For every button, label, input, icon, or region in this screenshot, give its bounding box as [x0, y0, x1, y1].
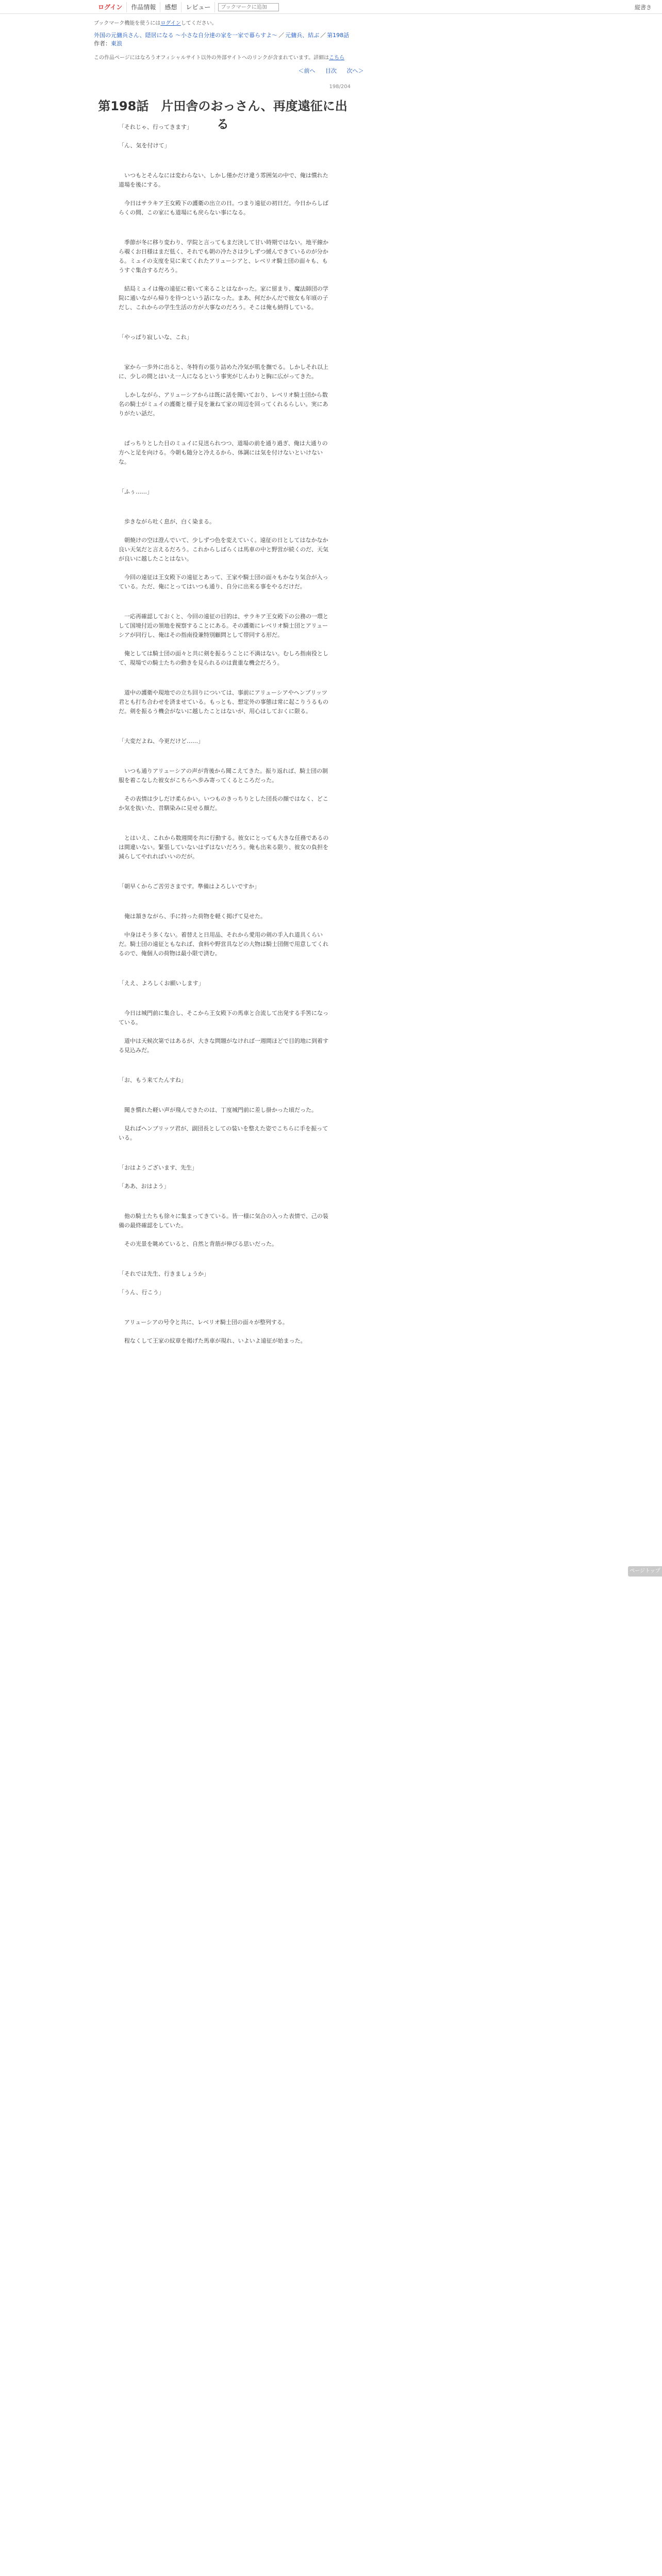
paragraph-gap: [119, 871, 330, 882]
paragraph-gap: [119, 755, 330, 767]
login-link[interactable]: ログイン: [94, 2, 127, 12]
chapter-number: 198/204: [329, 84, 351, 90]
paragraph-gap: [119, 822, 330, 834]
bookmark-notice-suffix: してください。: [180, 21, 217, 26]
body-paragraph: 今回の遠征は王女殿下の遠征とあって、王家や騎士団の面々もかなり気合が入っている。ただ、俺にとってはいつも通り、自分に出来る事をやるだけだ。: [119, 574, 328, 590]
body-paragraph: しかしながら、アリューシアからは既に話を聞いており、レベリオ騎士団から数名の騎士がミュイの護衛と様子見を兼ねて家の周辺を回ってくれるらしい。実にありがたい話だ。: [119, 392, 328, 417]
body-paragraph: ぱっちりとした目のミュイに見送られつつ、道場の前を通り過ぎ、俺は大通りの方へと足を向ける。今朝も随分と冷えるから、体調には気を付けないといけないな。: [119, 440, 328, 465]
body-paragraph: 「それじゃ、行ってきます」: [119, 124, 192, 130]
body-paragraph: とはいえ、これから数週間を共に行動する。彼女にとっても大きな任務であるのは間違いない。緊張していないはずはないだろう。俺も出来る限り、彼女の負担を減らしてやれればいいのだが。: [119, 835, 329, 860]
breadcrumb-sep: ／: [278, 32, 285, 39]
page-top-button[interactable]: ページトップへ: [628, 1566, 662, 1577]
nav-item-info[interactable]: 作品情報: [127, 2, 160, 12]
paragraph-gap: [119, 725, 330, 737]
body-paragraph: 程なくして王家の紋章を掲げた馬車が現れ、いよいよ遠征が始まった。: [119, 1337, 306, 1344]
body-paragraph: 「やっぱり寂しいな、これ」: [119, 334, 192, 341]
body-paragraph: 家から一歩外に出ると、冬特有の張り詰めた冷気が肌を撫でる。しかしそれ以上に、少しの間とはいえ一人になるという事実がじんわりと胸に広がってきた。: [119, 364, 328, 380]
body-paragraph: 中身はそう多くない。着替えと日用品、それから愛用の剣の手入れ道具くらいだ。騎士団の遠征ともなれば、食料や野営具などの大物は騎士団側で用意してくれるので、俺個人の荷物は最小限で済む。: [119, 931, 328, 957]
toc-link[interactable]: 目次: [325, 67, 337, 74]
paragraph-gap: [119, 1200, 330, 1212]
body-paragraph: 季節が冬に移り変わり、学院と言ってもまだ決して甘い時期ではない。地平線から覗くお日様はまだ低く、それでも朝の冷たさは少しずつ緩んできているのが分かる。ミュイの支度を見に来てくれたアリューシアと、レベリオ騎士団の面々も、もうすぐ集合するだろう。: [119, 239, 328, 274]
nav-item-review[interactable]: レビュー: [181, 2, 215, 12]
body-paragraph: 今日はサラキア王女殿下の護衛の出立の日。つまり遠征の初日だ。今日からしばらくの間、この家にも道場にも戻らない事になる。: [119, 200, 328, 216]
prev-chapter-link[interactable]: ＜前へ: [298, 67, 316, 74]
author-name[interactable]: 東浪: [111, 40, 122, 47]
paragraph-gap: [119, 160, 330, 171]
body-paragraph: 一応再確認しておくと、今回の遠征の目的は、サラキア王女殿下の公務の一環として国境付近の領地を視察することにある。その護衛にレベリオ騎士団とアリューシアが同行し、俺はその指南役兼特別顧問として帯同する形だ。: [119, 613, 328, 638]
external-link-details[interactable]: こちら: [329, 55, 345, 61]
bookmark-login-link[interactable]: ログイン: [160, 21, 181, 26]
body-paragraph: アリューシアの号令と共に、レベリオ騎士団の面々が整列する。: [119, 1319, 288, 1326]
body-paragraph: 「ふぅ……」: [119, 488, 153, 495]
chapter-title: 第198話 片田舎のおっさん、再度遠征に出る: [98, 99, 347, 131]
body-paragraph: いつも通りアリューシアの声が背後から聞こえてきた。振り返れば、騎士団の制服を着こなした彼女がこちらへ歩み寄ってくるところだった。: [119, 768, 328, 784]
chapter-pager-top: [0, 66, 662, 75]
paragraph-gap: [119, 1307, 330, 1318]
paragraph-gap: [119, 677, 330, 688]
paragraph-gap: [119, 601, 330, 612]
body-paragraph: 「大変だよね、今更だけど……」: [119, 738, 204, 744]
body-paragraph: 道中は天候次第ではあるが、大きな問題がなければ一週間ほどで目的地に到着する見込みだ。: [119, 1038, 328, 1054]
nav-items: [94, 2, 279, 12]
novel-body: [119, 123, 330, 1355]
body-paragraph: 歩きながら吐く息が、白く染まる。: [119, 518, 215, 525]
bookmark-input[interactable]: [218, 3, 279, 11]
paragraph-gap: [119, 506, 330, 517]
body-paragraph: 「それでは先生、行きましょうか」: [119, 1270, 209, 1277]
body-paragraph: 「ん、気を付けて」: [119, 142, 170, 149]
body-paragraph: 「お、もう来てたんすね」: [119, 1077, 187, 1083]
breadcrumb-arc[interactable]: 元傭兵、結ぶ: [285, 32, 320, 39]
body-paragraph: その表情は少しだけ柔らかい。いつものきっちりとした団長の顔ではなく、どこか気を抜いた、昔馴染みに見せる顔だ。: [119, 795, 328, 811]
body-paragraph: 他の騎士たちも徐々に集まってきている。皆一様に気合の入った表情で、己の装備の最終確認をしていた。: [119, 1213, 328, 1229]
external-link-notice: [94, 53, 352, 61]
paragraph-gap: [119, 997, 330, 1009]
body-paragraph: その光景を眺めていると、自然と背筋が伸びる思いだった。: [119, 1241, 277, 1247]
body-paragraph: 朝焼けの空は澄んでいて、少しずつ色を変えていく。遠征の日としてはなかなか良い天気だと言えるだろう。これからしばらくは馬車の中と野営が続くのだ、天気が良いに越したことはない。: [119, 537, 328, 562]
body-paragraph: 「うん、行こう」: [119, 1289, 164, 1296]
paragraph-gap: [119, 1094, 330, 1106]
body-paragraph: いつもとそんなには変わらない、しかし僅かだけ違う雰囲気の中で、俺は慣れた道場を後にする。: [119, 172, 328, 188]
body-paragraph: 道中の護衛や現地での立ち回りについては、事前にアリューシアやヘンブリッツ君とも打ち合わせを済ませている。もっとも、想定外の事態は常に起こりうるものだ。剣を振るう機会がないに越したことはないが、用心はしておくに限る。: [119, 689, 328, 715]
paragraph-gap: [119, 1152, 330, 1163]
breadcrumb-series[interactable]: 外国の元傭兵さん、隠居になる ～小さな自分達の家を一家で暮らすよ～: [94, 32, 278, 39]
body-paragraph: 見ればヘンブリッツ君が、副団長としての装いを整えた姿でこちらに手を振っている。: [119, 1125, 328, 1141]
author-label: 作者：: [94, 40, 111, 47]
body-paragraph: 結局ミュイは俺の遠征に着いて来ることはなかった。家に留まり、魔法師団の学院に通いながら帰りを待つという話になった。まあ、何だかんだで彼女も年頃の子だし、これからの学生生活の方が大事なのだろう。そこは俺も納得している。: [119, 285, 328, 311]
body-paragraph: 俺としては騎士団の面々と共に剣を振るうことに不満はない。むしろ指南役として、現場での騎士たちの動きを見られるのは貴重な機会だろう。: [119, 650, 328, 666]
header-notice: [94, 19, 352, 61]
body-paragraph: 「ええ、よろしくお願いします」: [119, 980, 204, 987]
paragraph-gap: [119, 227, 330, 238]
paragraph-gap: [119, 901, 330, 912]
body-paragraph: 「おはようございます、先生」: [119, 1164, 198, 1171]
paragraph-gap: [119, 1064, 330, 1076]
breadcrumb-sep-2: ／: [320, 32, 326, 39]
body-paragraph: 「朝早くからご苦労さまです。準備はよろしいですか」: [119, 883, 260, 890]
external-link-text: この作品ページにはなろうオフィシャルサイト以外の外部サイトへのリンクが含まれています。詳細は: [94, 55, 329, 61]
vertical-writing-link[interactable]: 縦書き: [635, 4, 652, 11]
bookmark-notice: [94, 19, 352, 26]
body-paragraph: 聞き慣れた軽い声が飛んできたのは、丁度城門前に差し掛かった頃だった。: [119, 1107, 317, 1113]
body-paragraph: 「ああ、おはよう」: [119, 1183, 170, 1190]
body-paragraph: 俺は頷きながら、手に持った荷物を軽く掲げて見せた。: [119, 913, 266, 920]
nav-item-impressions[interactable]: 感想: [160, 2, 181, 12]
bookmark-notice-text: ブックマーク機能を使うには: [94, 21, 161, 26]
paragraph-gap: [119, 1258, 330, 1269]
paragraph-gap: [119, 476, 330, 487]
top-navigation-bar: [0, 0, 662, 14]
breadcrumb-chapter: 第198話: [327, 32, 350, 39]
next-chapter-link[interactable]: 次へ＞: [346, 67, 364, 74]
paragraph-gap: [119, 968, 330, 979]
paragraph-gap: [119, 321, 330, 333]
body-paragraph: 今日は城門前に集合し、そこから王女殿下の馬車と合流して出発する手筈になっている。: [119, 1010, 328, 1026]
paragraph-gap: [119, 351, 330, 363]
breadcrumb: [94, 31, 352, 40]
author-line: [94, 40, 352, 48]
paragraph-gap: [119, 428, 330, 439]
